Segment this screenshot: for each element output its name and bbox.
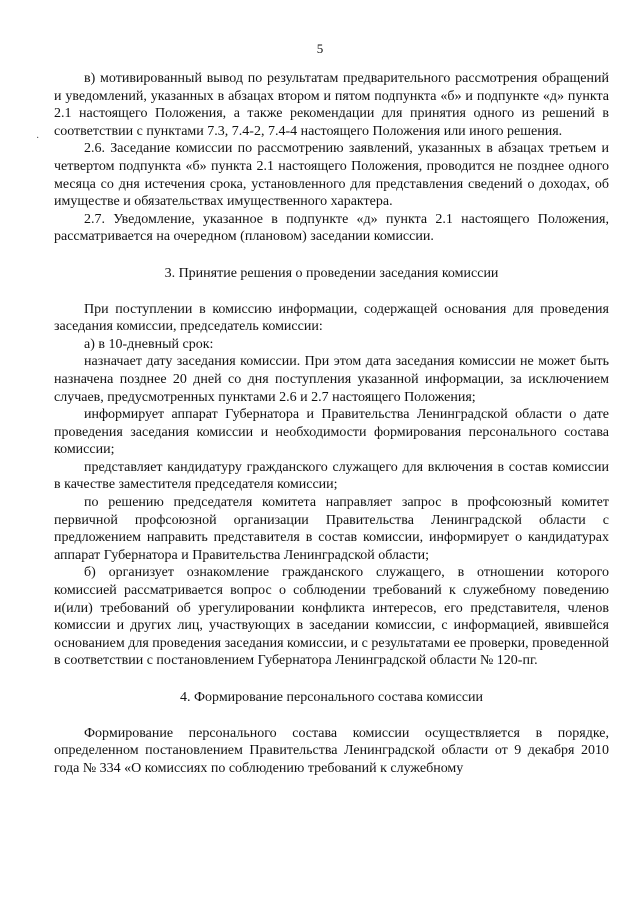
paragraph: 2.7. Уведомление, указанное в подпункте «д» пункта 2.1 настоящего Положения, рассматривается на очередном (плановом) заседании комиссии. (54, 211, 609, 245)
paragraph: а) в 10-дневный срок: (84, 336, 214, 352)
paragraph: информирует аппарат Губернатора и Правительства Ленинградской области о дате проведения заседания комиссии и необходимости формирования персонального состава комиссии; (54, 407, 609, 458)
section-heading: 4. Формирование персонального состава комиссии (179, 690, 484, 705)
paragraph: по решению председателя комитета направляет запрос в профсоюзный комитет первичной профсоюзной организации Правительства Ленинградской области с предложением направить представителя в состав комиссии, информирует о кандидатурах аппарат Губернатора и Правительства Ленинградской области; (54, 495, 609, 563)
paragraph: б) организует ознакомление гражданского служащего, в отношении которого комиссией рассматривается вопрос о соблюдении требований к служебному поведению и(или) требований об урегулировании конфликта интересов, его представителя, членов комиссии и других лиц, участвующих в заседании комиссии, с информацией, явившейся основанием для проведения заседания комиссии, и с результатами ее проверки, проведенной в соответствии с постановлением Губернатора Ленинградской области № 120-пг. (54, 565, 609, 669)
paragraph: При поступлении в комиссию информации, содержащей основания для проведения заседания комиссии, председатель комиссии: (54, 301, 609, 335)
paragraph: Формирование персонального состава комиссии осуществляется в порядке, определенном постановлением Правительства Ленинградской области от 9 декабря 2010 года № 334 «О комиссиях по соблюдению требований к служебному (54, 725, 609, 776)
margin-mark: · (36, 133, 40, 144)
page-number: 5 (316, 41, 324, 56)
section-heading: 3. Принятие решения о проведении заседания комиссии (164, 265, 499, 281)
paragraph: назначает дату заседания комиссии. При этом дата заседания комиссии не может быть назначена позднее 20 дней со дня поступления указанной информации, за исключением случаев, предусмотренных пунктами 2.6 и 2.7 настоящего Положения; (54, 354, 609, 405)
paragraph: в) мотивированный вывод по результатам предварительного рассмотрения обращений и уведомлений, указанных в абзацах втором и пятом подпункта «б» и подпункте «д» пункта 2.1 настоящего Положения, а также рекомендации для принятия одного из решений в соответствии с пунктами 7.3, 7.4-2, 7.4-4 настоящего Положения или иного решения. (54, 71, 609, 139)
paragraph: 2.6. Заседание комиссии по рассмотрению заявлений, указанных в абзацах третьем и четвертом подпункта «б» пункта 2.1 настоящего Положения, проводится не позднее одного месяца со дня истечения срока, установленного для представления сведений о доходах, об имуществе и обязательствах имущественного характера. (54, 141, 609, 210)
document-body (54, 70, 609, 777)
paragraph: представляет кандидатуру гражданского служащего для включения в состав комиссии в качестве заместителя председателя комиссии; (54, 459, 609, 493)
